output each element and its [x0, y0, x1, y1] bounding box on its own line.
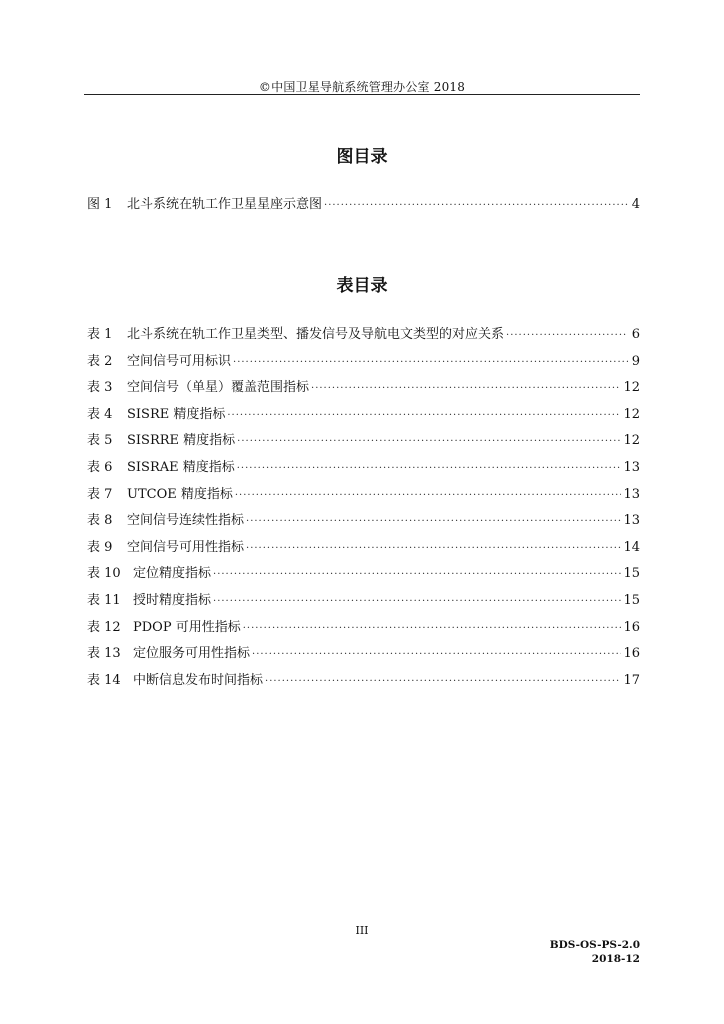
toc-page-number: 12 — [623, 433, 640, 449]
document-id: BDS-OS-PS-2.0 — [549, 939, 640, 951]
toc-entry-table-10[interactable] — [87, 562, 640, 589]
figures-list-title: 图目录 — [336, 147, 388, 167]
toc-label: 表 9 — [87, 539, 113, 555]
toc-label: 图 1 — [87, 197, 113, 212]
toc-title: UTCOE 精度指标 — [127, 486, 233, 502]
toc-title: 授时精度指标 — [133, 592, 212, 608]
toc-title: SISRE 精度指标 — [127, 406, 226, 422]
toc-leader-dots — [246, 516, 621, 527]
toc-leader-dots — [252, 649, 621, 660]
toc-title: 北斗系统在轨工作卫星类型、播发信号及导航电文类型的对应关系 — [127, 327, 505, 342]
page-header: ©中国卫星导航系统管理办公室 2018 — [258, 80, 466, 94]
tables-list — [87, 323, 640, 695]
page-number: III — [355, 924, 369, 937]
toc-title: 空间信号可用性指标 — [127, 539, 245, 555]
toc-page-number: 16 — [623, 619, 640, 635]
toc-label: 表 10 — [87, 566, 121, 582]
toc-title: 中断信息发布时间指标 — [133, 672, 264, 688]
toc-page-number: 15 — [623, 566, 640, 582]
toc-title: 定位精度指标 — [133, 566, 212, 582]
toc-page-number: 13 — [623, 459, 640, 475]
toc-entry-figure-1[interactable] — [87, 193, 640, 220]
toc-entry-table-4[interactable] — [87, 403, 640, 430]
toc-page-number: 9 — [631, 353, 640, 369]
toc-page-number: 4 — [631, 197, 640, 212]
toc-leader-dots — [213, 569, 621, 580]
toc-page-number: 14 — [623, 539, 640, 555]
toc-leader-dots — [237, 436, 621, 447]
toc-label: 表 13 — [87, 646, 121, 662]
toc-page-number: 12 — [623, 380, 640, 396]
toc-label: 表 12 — [87, 619, 121, 635]
tables-list-title: 表目录 — [336, 276, 388, 296]
toc-entry-table-5[interactable] — [87, 429, 640, 456]
toc-leader-dots — [265, 676, 621, 687]
toc-title: PDOP 可用性指标 — [133, 619, 241, 635]
toc-page-number: 13 — [623, 513, 640, 529]
toc-title: 空间信号可用标识 — [127, 353, 232, 369]
toc-entry-table-12[interactable] — [87, 616, 640, 643]
toc-label: 表 4 — [87, 406, 113, 422]
toc-title: SISRAE 精度指标 — [127, 459, 235, 475]
toc-label: 表 14 — [87, 672, 121, 688]
toc-leader-dots — [237, 463, 622, 474]
toc-label: 表 5 — [87, 433, 113, 449]
toc-leader-dots — [233, 357, 628, 368]
header-rule — [84, 94, 640, 95]
toc-page-number: 17 — [623, 672, 640, 688]
toc-entry-table-11[interactable] — [87, 589, 640, 616]
toc-title: 定位服务可用性指标 — [133, 646, 251, 662]
toc-entry-table-14[interactable] — [87, 669, 640, 696]
toc-label: 表 8 — [87, 513, 113, 529]
toc-leader-dots — [243, 623, 622, 634]
toc-leader-dots — [324, 200, 628, 211]
toc-leader-dots — [506, 330, 628, 341]
toc-leader-dots — [311, 383, 621, 394]
toc-entry-table-13[interactable] — [87, 642, 640, 669]
toc-entry-table-7[interactable] — [87, 483, 640, 510]
toc-page-number: 13 — [623, 486, 640, 502]
toc-label: 表 11 — [87, 592, 121, 608]
toc-entry-table-6[interactable] — [87, 456, 640, 483]
toc-page-number: 15 — [623, 592, 640, 608]
toc-leader-dots — [246, 543, 621, 554]
toc-label: 表 1 — [87, 327, 113, 342]
toc-label: 表 7 — [87, 486, 113, 502]
toc-leader-dots — [227, 410, 621, 421]
toc-page-number: 6 — [631, 327, 640, 342]
toc-title: 空间信号连续性指标 — [127, 513, 245, 529]
toc-leader-dots — [213, 596, 621, 607]
toc-page-number: 16 — [623, 646, 640, 662]
toc-title: 北斗系统在轨工作卫星星座示意图 — [127, 197, 323, 212]
toc-entry-table-9[interactable] — [87, 536, 640, 563]
toc-title: SISRRE 精度指标 — [127, 433, 236, 449]
toc-entry-table-1[interactable] — [87, 323, 640, 350]
document-date: 2018-12 — [591, 953, 640, 965]
toc-entry-table-8[interactable] — [87, 509, 640, 536]
document-code — [550, 938, 640, 966]
toc-title: 空间信号（单星）覆盖范围指标 — [127, 380, 310, 396]
figures-list — [87, 193, 640, 220]
toc-entry-table-3[interactable] — [87, 376, 640, 403]
toc-label: 表 2 — [87, 353, 113, 369]
toc-page-number: 12 — [623, 406, 640, 422]
toc-label: 表 3 — [87, 380, 113, 396]
toc-label: 表 6 — [87, 459, 113, 475]
toc-leader-dots — [235, 490, 622, 501]
toc-entry-table-2[interactable] — [87, 350, 640, 377]
